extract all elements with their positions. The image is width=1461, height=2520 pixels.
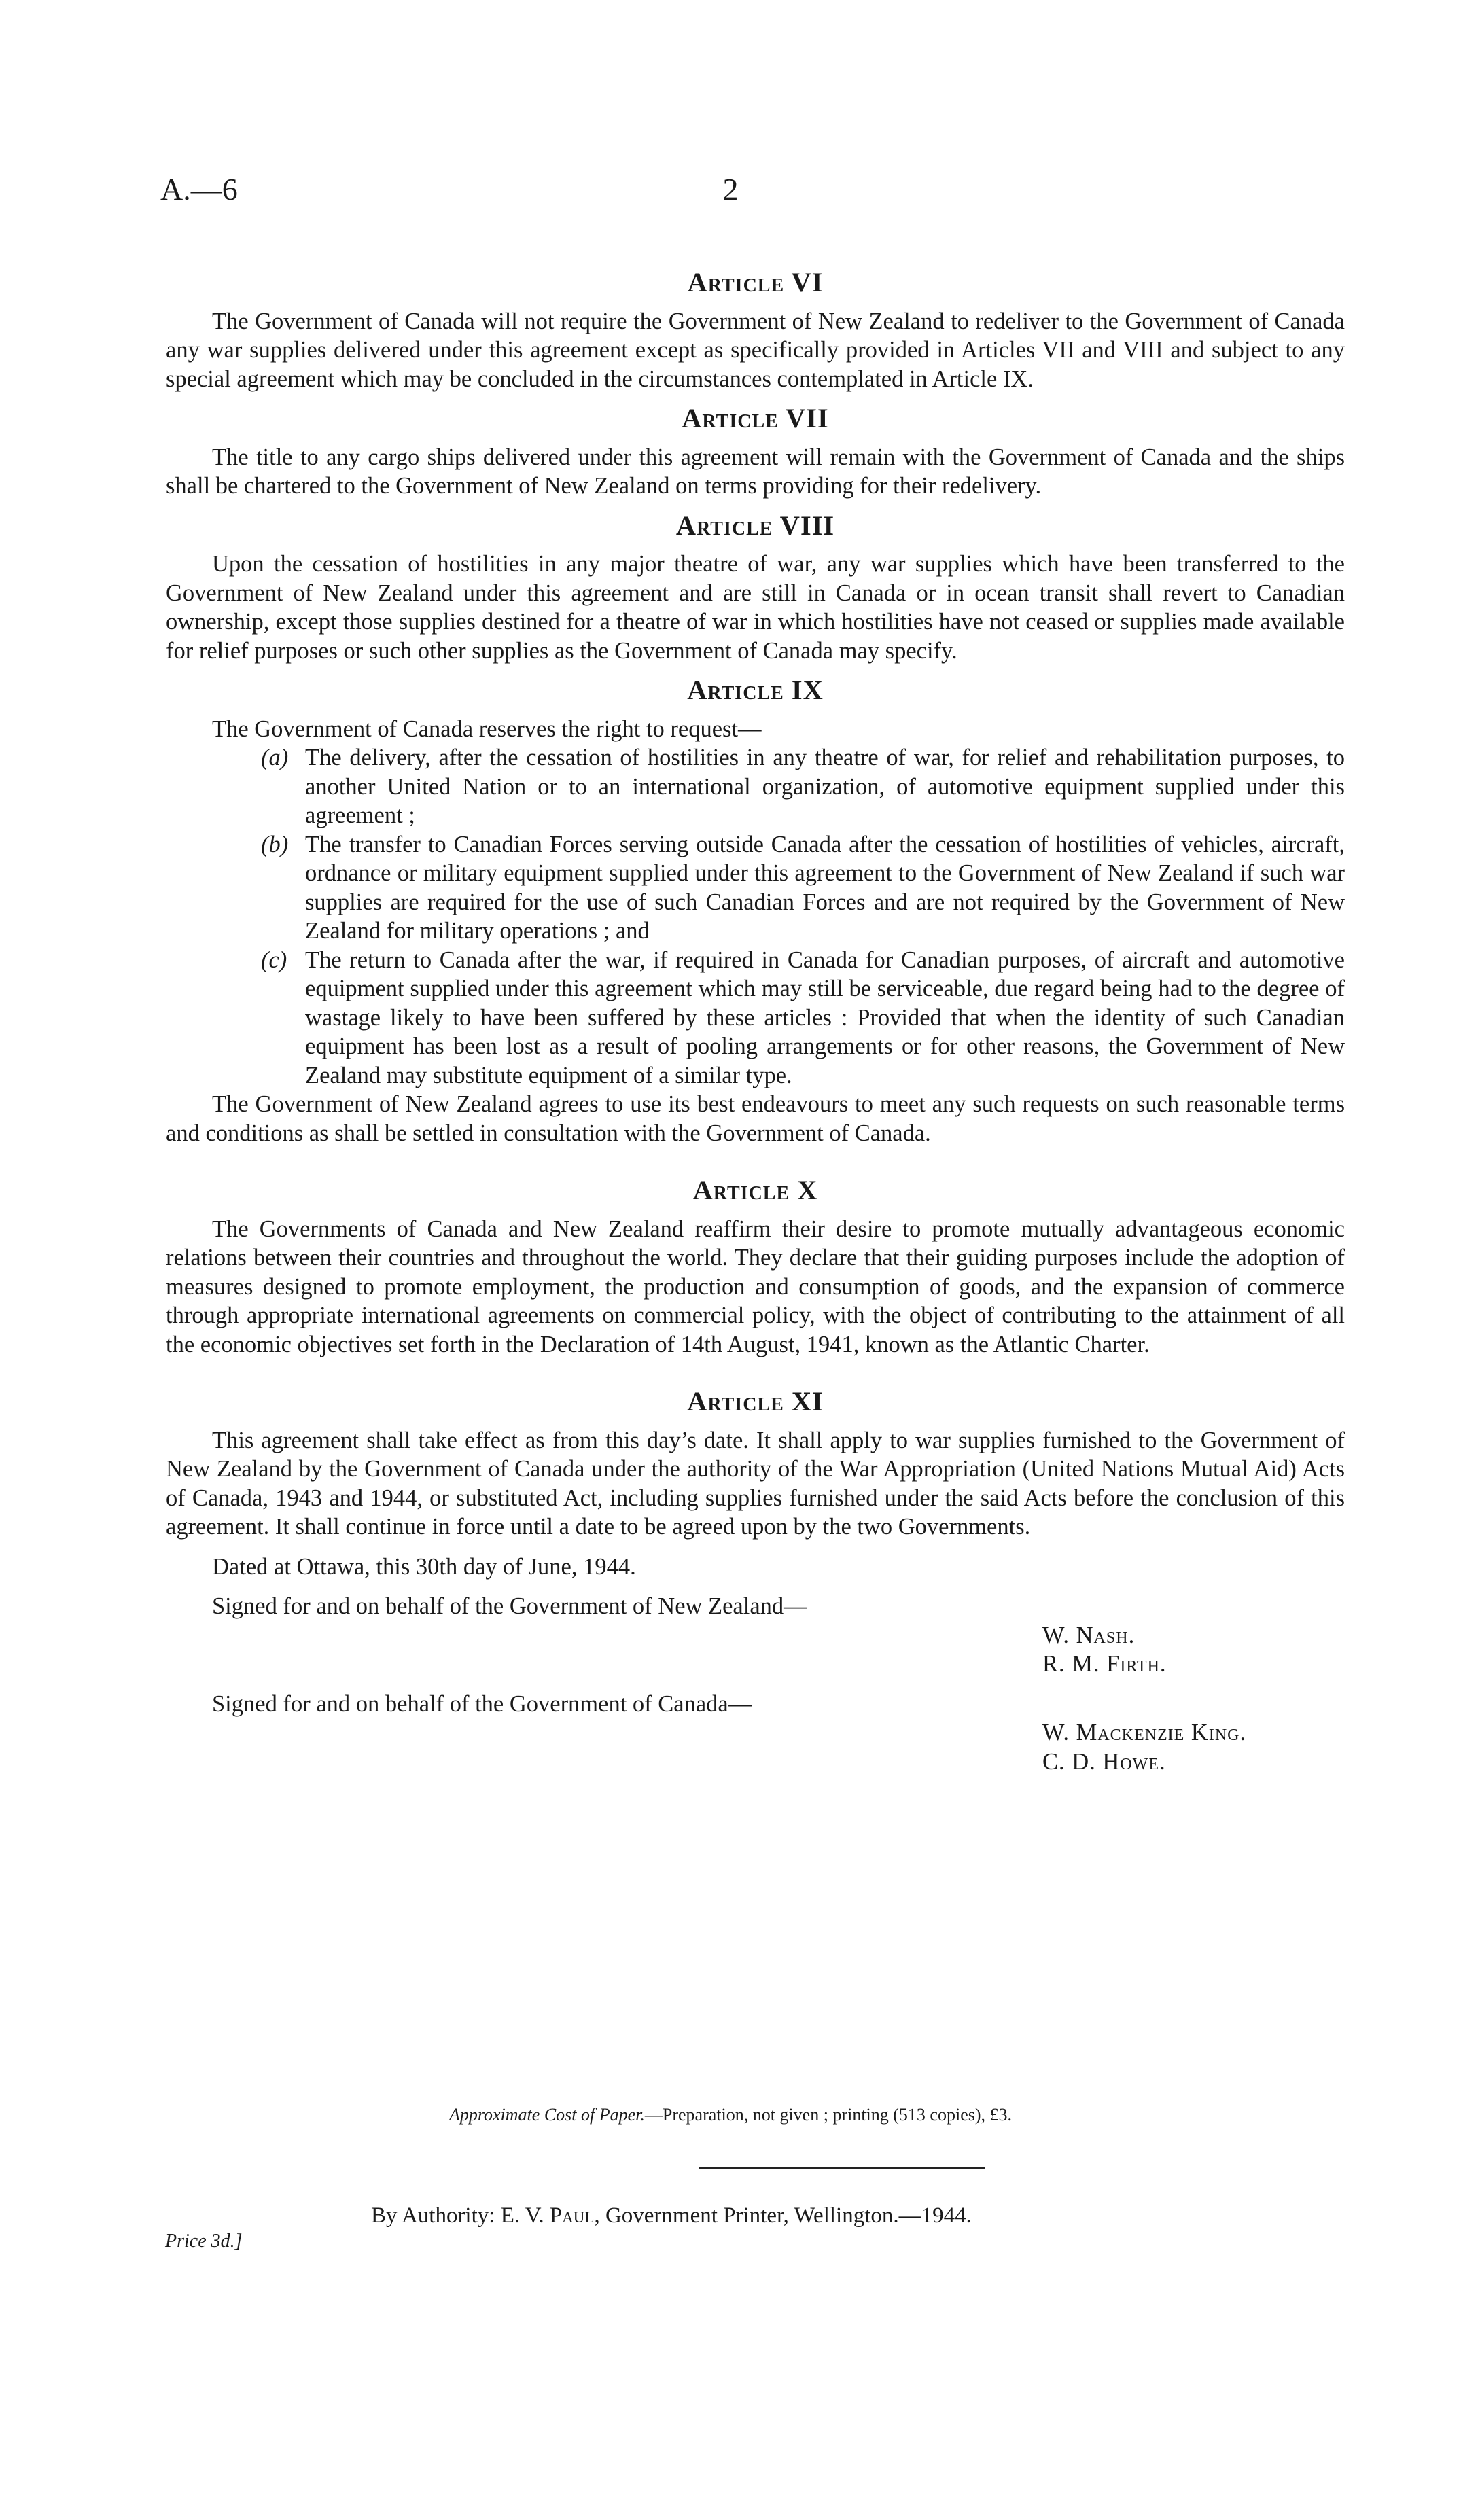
article-paragraph: The Government of Canada will not require the Government of New Zealand to redeliver to the Government of Canada any war supplies delivered under this agreement except as specifically provided in Articles VII and VIII and subject to any special agreement which may be concluded in the circumstances contemplated in Article IX.: [166, 308, 1345, 392]
article-closing: The Government of New Zealand agrees to use its best endeavours to meet any such requests on such reasonable terms and conditions as shall be settled in consultation with the Government of Canada.: [166, 1091, 1345, 1146]
article-paragraph: The title to any cargo ships delivered under this agreement will remain with the Government of Canada and the ships shall be chartered to the Government of New Zealand on terms providing for their redelivery.: [166, 444, 1345, 499]
authority-suffix: Government Printer, Wellington.—1944.: [605, 2203, 972, 2228]
article-paragraph: The Governments of Canada and New Zealand reaffirm their desire to promote mutually advantageous economic relations between their countries and throughout the world. They declare that their guiding purposes include the adoption of measures designed to promote employment, the production and consumption of goods, and the expansion of commerce through appropriate international agreements on commercial policy, with the object of contributing to the attainment of all the economic objectives set forth in the Declaration of 14th August, 1941, known as the Atlantic Charter.: [166, 1215, 1345, 1357]
item-text: The return to Canada after the war, if required in Canada for Canadian purposes, of aircraft and automotive equipment supplied under this agreement which may still be serviceable, due regard being had to the degree of wastage likely to have been suffered by these articles : Provided that when the identity of such Canadian equipment has been lost as a result of pooling arrangements or for other reasons, the Government of New Zealand may substitute equipment of a similar type.: [305, 946, 1345, 1088]
signatory-name: W. Mackenzie King.: [1042, 1720, 1247, 1745]
divider: [699, 2167, 985, 2169]
article-heading: Article XI: [687, 1386, 824, 1417]
article-vi: [166, 268, 1345, 393]
cost-label: Approximate Cost of Paper.: [448, 2105, 645, 2125]
authority-prefix: By Authority:: [371, 2203, 495, 2228]
dated-line: Dated at Ottawa, this 30th day of June, 1944.: [212, 1553, 636, 1580]
article-heading: Article VII: [682, 403, 829, 433]
signatory-name: C. D. Howe.: [1042, 1748, 1166, 1775]
signatory-name: R. M. Firth.: [1042, 1651, 1167, 1677]
signature-block-new-zealand: [166, 1592, 1345, 1679]
printer-authority: [371, 2203, 972, 2229]
price-note: Price 3d.]: [165, 2231, 243, 2252]
signature-text: Signed for and on behalf of the Government of New Zealand—: [212, 1593, 807, 1619]
signatory-name: W. Nash.: [1042, 1622, 1136, 1648]
item-text: The transfer to Canadian Forces serving outside Canada after the cessation of hostilities of vehicles, aircraft, ordnance or military equipment supplied under this agreement to the Government of New Zealand if such war supplies are required for the use of such Canadian Forces and are not required by the Government of New Zealand for military operations ; and: [305, 831, 1345, 944]
list-item: [166, 743, 1345, 830]
signature-text: Signed for and on behalf of the Government of Canada—: [212, 1690, 752, 1717]
article-heading: Article VIII: [675, 510, 835, 541]
article-viii: [166, 512, 1345, 666]
item-label: (c): [261, 946, 287, 973]
list-item: [166, 946, 1345, 1090]
article-x: [166, 1176, 1345, 1359]
article-ix: [166, 676, 1345, 1148]
item-text: The delivery, after the cessation of hostilities in any theatre of war, for relief and rehabilitation purposes, to another United Nation or to an international organization, of automotive equipment supplied under this agreement ;: [305, 745, 1345, 828]
article-intro: The Government of Canada reserves the right to request—: [212, 715, 762, 742]
cost-footnote: [0, 2105, 1461, 2125]
signature-block-canada: [166, 1690, 1345, 1777]
item-label: (a): [261, 745, 289, 770]
article-paragraph: Upon the cessation of hostilities in any major theatre of war, any war supplies which have been transferred to the Government of New Zealand under this agreement and are still in Canada or in ocean transit shall revert to Canadian ownership, except those supplies destined for a theatre of war in which hostilities have not ceased or supplies made available for relief purposes or such other supplies as the Government of Canada may specify.: [166, 551, 1345, 664]
article-item-list: [166, 743, 1345, 1090]
article-vii: [166, 404, 1345, 501]
page-number: 2: [722, 172, 739, 207]
document-body: [166, 268, 1345, 1776]
printer-name: E. V. Paul,: [500, 2203, 600, 2228]
list-item: [166, 830, 1345, 946]
article-heading: Article VI: [687, 267, 824, 298]
item-label: (b): [261, 831, 289, 857]
article-xi: [166, 1387, 1345, 1542]
article-heading: Article X: [692, 1175, 818, 1205]
document-reference: A.—6: [160, 172, 238, 207]
cost-text: —Preparation, not given ; printing (513 copies), £3.: [644, 2105, 1013, 2125]
article-paragraph: This agreement shall take effect as from this day’s date. It shall apply to war supplies furnished to the Government of New Zealand by the Government of Canada under the authority of the War Appropriation (United Nations Mutual Aid) Acts of Canada, 1943 and 1944, or substituted Act, including supplies furnished under the said Acts before the conclusion of this agreement. It shall continue in force until a date to be agreed upon by the two Governments.: [166, 1427, 1345, 1540]
article-heading: Article IX: [687, 675, 824, 705]
